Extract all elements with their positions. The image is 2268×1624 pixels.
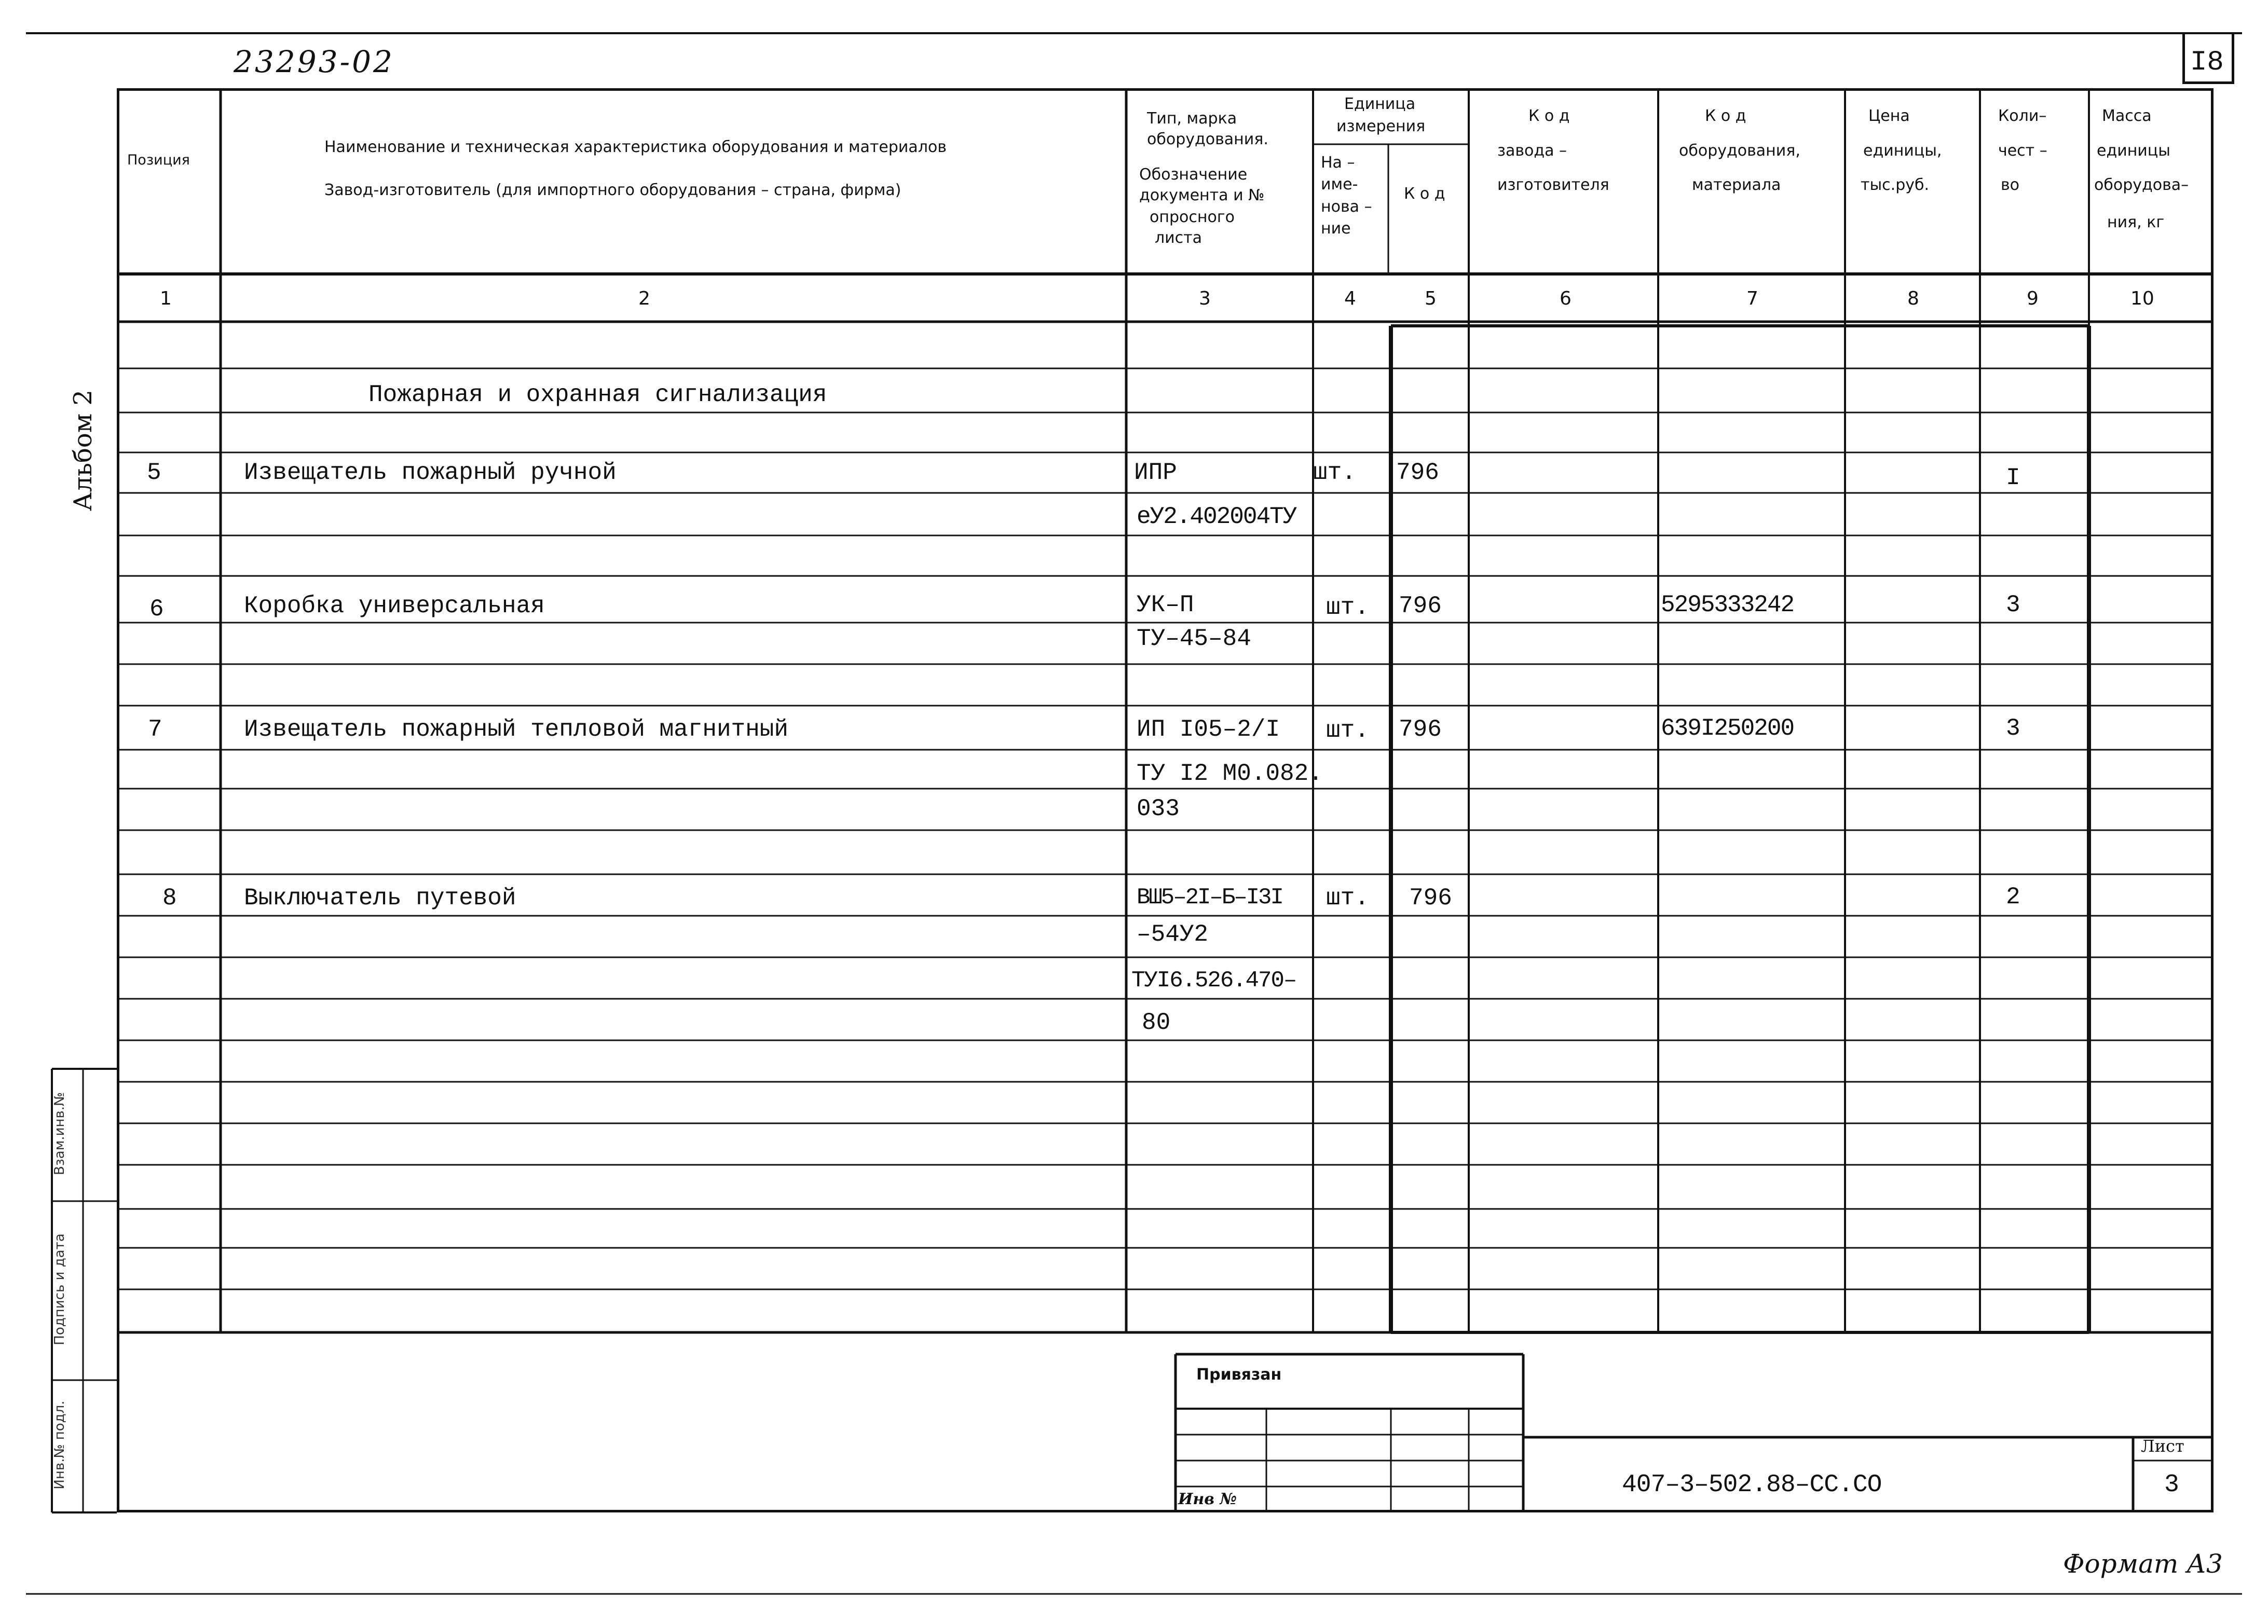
row7-unit: шт. bbox=[1326, 717, 1369, 744]
header-col-mass-line1: Масса bbox=[2102, 107, 2152, 125]
row7-material-code: 639I250200 bbox=[1661, 715, 1794, 742]
stamp-document-code: 407–3–502.88–СС.СО bbox=[1622, 1471, 1882, 1499]
side-stamp-replace-inv: Взам.инв.№ bbox=[52, 1092, 67, 1175]
row6-unit: шт. bbox=[1326, 594, 1369, 621]
row6-material-code: 5295333242 bbox=[1661, 591, 1794, 618]
row7-type-line1: ИП I05–2/I bbox=[1137, 716, 1280, 743]
header-col-qty-line1: Коли– bbox=[1998, 107, 2047, 125]
document-number-top: 23293-02 bbox=[234, 44, 394, 79]
row8-type-line1: ВШ5–2I–Б–I3I bbox=[1137, 885, 1282, 911]
header-col-unit-name-line1: На – bbox=[1321, 154, 1355, 172]
col-number-8: 8 bbox=[1907, 288, 1919, 309]
header-col-material-code-line3: материала bbox=[1692, 176, 1781, 194]
row7-name: Извещатель пожарный тепловой магнитный bbox=[244, 716, 788, 743]
col-number-2: 2 bbox=[638, 288, 650, 309]
header-col-mass-line2: единицы bbox=[2097, 142, 2170, 160]
header-col-type-line3: Обозначение bbox=[1139, 166, 1248, 184]
header-col-unit-name-line2: име- bbox=[1321, 175, 1358, 194]
row6-code: 796 bbox=[1399, 593, 1442, 620]
album-label: Альбом 2 bbox=[69, 390, 98, 511]
row8-type-line3: ТУI6.526.470– bbox=[1131, 968, 1296, 994]
row6-name: Коробка универсальная bbox=[244, 593, 545, 620]
side-stamp-signature-date: Подпись и дата bbox=[52, 1233, 67, 1345]
col-number-1: 1 bbox=[160, 288, 172, 309]
header-col-material-code-line1: К о д bbox=[1705, 107, 1746, 125]
row7-code: 796 bbox=[1399, 716, 1442, 743]
header-col-type-line5: опросного bbox=[1150, 208, 1235, 226]
header-col-unit-code: К о д bbox=[1404, 185, 1445, 203]
row8-type-line4: 80 bbox=[1142, 1009, 1171, 1036]
header-col-type-line6: листа bbox=[1155, 229, 1203, 247]
row7-type-line3: 033 bbox=[1137, 795, 1180, 822]
header-col-name-line1: Наименование и техническая характеристика оборудования и материалов bbox=[324, 138, 947, 156]
header-col-factory-code-line1: К о д bbox=[1528, 107, 1570, 125]
row6-qty: 3 bbox=[2006, 591, 2020, 618]
header-col-material-code-line2: оборудования, bbox=[1679, 142, 1800, 160]
row6-position: 6 bbox=[149, 596, 164, 623]
row8-position: 8 bbox=[162, 885, 177, 912]
col-number-3: 3 bbox=[1199, 288, 1211, 309]
stamp-list-label: Лист bbox=[2141, 1436, 2184, 1456]
col-number-7: 7 bbox=[1746, 288, 1758, 309]
row5-type-line1: ИПР bbox=[1134, 459, 1177, 486]
header-col-mass-line4: ния, кг bbox=[2107, 213, 2165, 231]
header-col-price-line1: Цена bbox=[1868, 107, 1910, 125]
header-col-type-line1: Тип, марка bbox=[1147, 109, 1237, 128]
header-col-mass-line3: оборудова– bbox=[2094, 176, 2189, 194]
header-col-type-line2: оборудования. bbox=[1147, 130, 1268, 148]
stamp-privyazan-label: Привязан bbox=[1196, 1366, 1282, 1384]
header-col-name-line2: Завод-изготовитель (для импортного оборудования – страна, фирма) bbox=[324, 181, 901, 199]
row5-type-line2: еУ2.402004ТУ bbox=[1137, 503, 1296, 530]
header-col-qty-line2: чест – bbox=[1998, 142, 2047, 160]
side-stamp-inv-original: Инв.№ подл. bbox=[52, 1400, 67, 1490]
row5-unit: шт. bbox=[1313, 459, 1356, 486]
col-number-4: 4 bbox=[1344, 288, 1356, 309]
header-col-factory-code-line2: завода – bbox=[1497, 142, 1567, 160]
header-col-qty-line3: во bbox=[2001, 176, 2020, 194]
row8-type-line2: –54У2 bbox=[1137, 921, 1209, 948]
row5-position: 5 bbox=[147, 459, 161, 486]
section-title: Пожарная и охранная сигнализация bbox=[368, 381, 827, 408]
stamp-list-value: 3 bbox=[2164, 1471, 2179, 1499]
row7-qty: 3 bbox=[2006, 715, 2020, 742]
header-col-price-line2: единицы, bbox=[1863, 142, 1942, 160]
header-col-price-line3: тыс.руб. bbox=[1861, 176, 1930, 194]
format-label: Формат А3 bbox=[2063, 1549, 2223, 1579]
header-col-position: Позиция bbox=[127, 152, 190, 168]
row7-type-line2: ТУ I2 М0.082. bbox=[1137, 760, 1323, 787]
header-col-unit-name-line4: ние bbox=[1321, 219, 1351, 238]
row6-type-line2: ТУ–45–84 bbox=[1137, 625, 1251, 652]
header-unit-title-line1: Единица bbox=[1344, 95, 1416, 113]
header-col-factory-code-line3: изготовителя bbox=[1497, 176, 1609, 194]
row5-code: 796 bbox=[1396, 459, 1439, 486]
col-number-10: 10 bbox=[2130, 288, 2154, 309]
header-col-type-line4: документа и № bbox=[1139, 186, 1265, 204]
row5-qty: I bbox=[2006, 464, 2020, 491]
row8-unit: шт. bbox=[1326, 885, 1369, 912]
stamp-inv-label: Инв № bbox=[1178, 1490, 1237, 1508]
row8-code: 796 bbox=[1409, 885, 1452, 912]
header-unit-title-line2: измерения bbox=[1336, 117, 1426, 135]
col-number-6: 6 bbox=[1560, 288, 1572, 309]
row6-type-line1: УК–П bbox=[1137, 591, 1194, 618]
header-col-unit-name-line3: нова – bbox=[1321, 198, 1372, 216]
row5-name: Извещатель пожарный ручной bbox=[244, 459, 617, 486]
row7-position: 7 bbox=[148, 716, 162, 743]
col-number-5: 5 bbox=[1425, 288, 1437, 309]
sheet-number: I8 bbox=[2190, 47, 2224, 78]
row8-name: Выключатель путевой bbox=[244, 885, 516, 912]
col-number-9: 9 bbox=[2027, 288, 2039, 309]
row8-qty: 2 bbox=[2006, 884, 2020, 911]
